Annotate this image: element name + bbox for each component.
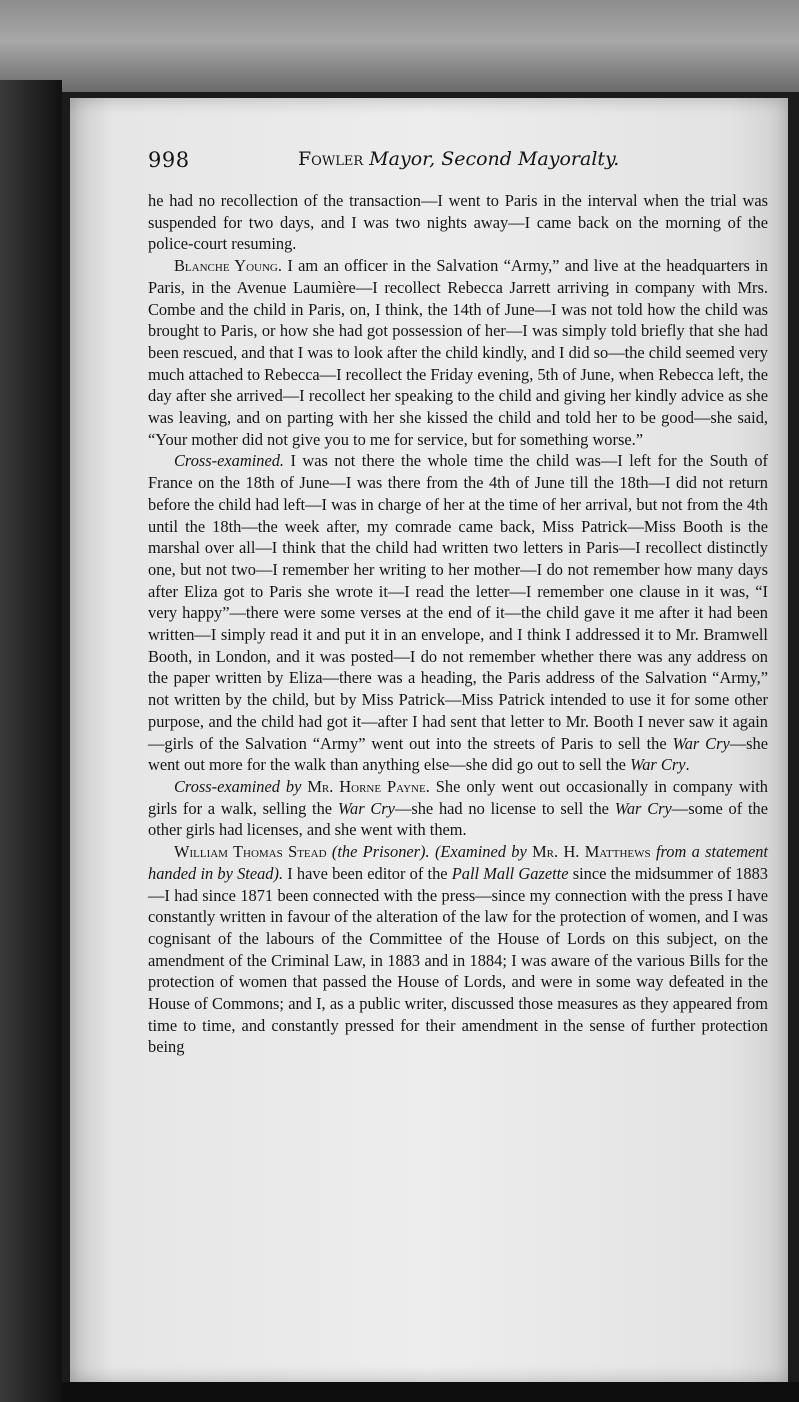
paragraph-text: I was not there the whole time the child was—I left for the South of France on the 18th of June—I was there from the 4th of June till the 18th—I did not return before the child had left—I was in charge of her at the time of her arrival, but not from the 4th until the 18th—the week after, my comrade came back, Miss Patrick—Miss Booth is the marshal over all—I think that the child had written two letters in Paris—I recollect distinctly one, but not two—I remember her writing to her mother—I do not remember how many days after Eliza got to Paris she wrote it—I read the letter—I remember one clause in it was, “I very happy”—there were some verses at the end of it—the child gave it me after it had been written—I simply read it and put it in an envelope, and I think I addressed it to Mr. Bramwell Booth, in London, and it was posted—I do not remember whether there was any address on the paper written by Eliza—there was a heading, the Paris address of the Salvation “Army,” not written by the child, but by Miss Patrick—Miss Patrick intended to use it for some other purpose, and the child had got it—after I had sent that letter to Mr. Booth I never saw it again—girls of the Salvation “Army” went out into the streets of Paris to sell the — [148, 451, 768, 753]
running-title-rest: Mayor, Second Mayoralty. — [369, 148, 620, 170]
page-header — [148, 146, 748, 176]
paragraph-text: since the midsummer of 1883—I had since 1871 been connected with the press—since my connection with the press I have constantly written in favour of the alteration of the law for the protection of women, and I was cognisant of the labours of the Committee of the House of Lords on this subject, on the amendment of the Criminal Law, in 1883 and in 1884; I was aware of the various Bills for the protection of women that passed the House of Lords, and were in some way defeated in the House of Commons; and I, as a public writer, discussed those measures as they appeared from time to time, and constantly pressed for their amendment in the sense of further protection being — [148, 863, 768, 1057]
paragraph-text: —she went out more for the walk than anything else—she did go out to sell the — [148, 733, 769, 775]
paragraph-text: —she had no license to sell the — [394, 798, 615, 818]
paragraph-text: She only went out occasionally in company with girls for a walk, selling the — [148, 776, 768, 818]
scanner-background-top — [0, 0, 799, 92]
statement-note: from a statement handed in by Stead). — [148, 842, 768, 883]
war-cry-title: War Cry — [672, 733, 730, 753]
examined-label: (Examined by — [429, 842, 533, 862]
running-title-name: Fowler — [298, 148, 364, 170]
paragraph-blanche-young — [148, 255, 768, 450]
paragraph-text: —some of the other girls had licenses, and she went with them. — [148, 798, 769, 840]
scanner-background-bottom — [62, 1382, 799, 1402]
examiner-name: Mr. H. Matthews — [532, 842, 651, 862]
prisoner-name: William Thomas Stead — [174, 842, 327, 862]
paragraph-stead — [148, 841, 768, 1058]
examiner-name: Mr. Horne Payne. — [307, 776, 430, 796]
speaker-name: Blanche Young. — [174, 256, 282, 276]
page-body — [148, 190, 768, 1058]
book-spine-edge — [0, 80, 62, 1402]
paragraph-text: I am an officer in the Salvation “Army,” and live at the headquarters in Paris, in the Avenue Laumière—I recollect Rebecca Jarrett arriving in company with Mrs. Combe and the child in Paris, on, I think, the 14th of June—I was not told how the child was brought to Paris, or how she had got possession of her—I was simply told briefly that she had been rescued, and that I was to look after the child kindly, and I did so—the child seemed very much attached to Rebecca—I recollect the Friday evening, 5th of June, when Rebecca left, the day after she arrived—I recollect her speaking to the child and giving her kindly advice as she was leaving, and on parting with her she kissed the child and told her to be good—she said, “Your mother did not give you to me for service, but for something worse.” — [148, 256, 769, 449]
war-cry-title: War Cry — [614, 798, 672, 818]
paragraph-text: . — [685, 755, 690, 775]
war-cry-title: War Cry — [630, 755, 686, 775]
paragraph-text: I have been editor of the — [283, 863, 452, 883]
prisoner-label: (the Prisoner). — [326, 842, 430, 862]
running-title — [298, 148, 619, 170]
war-cry-title: War Cry — [337, 798, 395, 818]
book-page — [70, 98, 788, 1382]
page-number: 998 — [148, 148, 190, 172]
paragraph-cross-examined — [148, 450, 768, 776]
cross-examined-label: Cross-examined. — [174, 451, 285, 471]
cross-examined-by-label: Cross-examined by — [174, 776, 302, 796]
pall-mall-gazette-title: Pall Mall Gazette — [451, 863, 569, 883]
paragraph-cross-examined-payne — [148, 776, 768, 841]
paragraph-continuation: he had no recollection of the transaction—I went to Paris in the interval when the trial was suspended for two days, and I was two nights away—I came back on the morning of the police-court resuming. — [148, 191, 768, 254]
